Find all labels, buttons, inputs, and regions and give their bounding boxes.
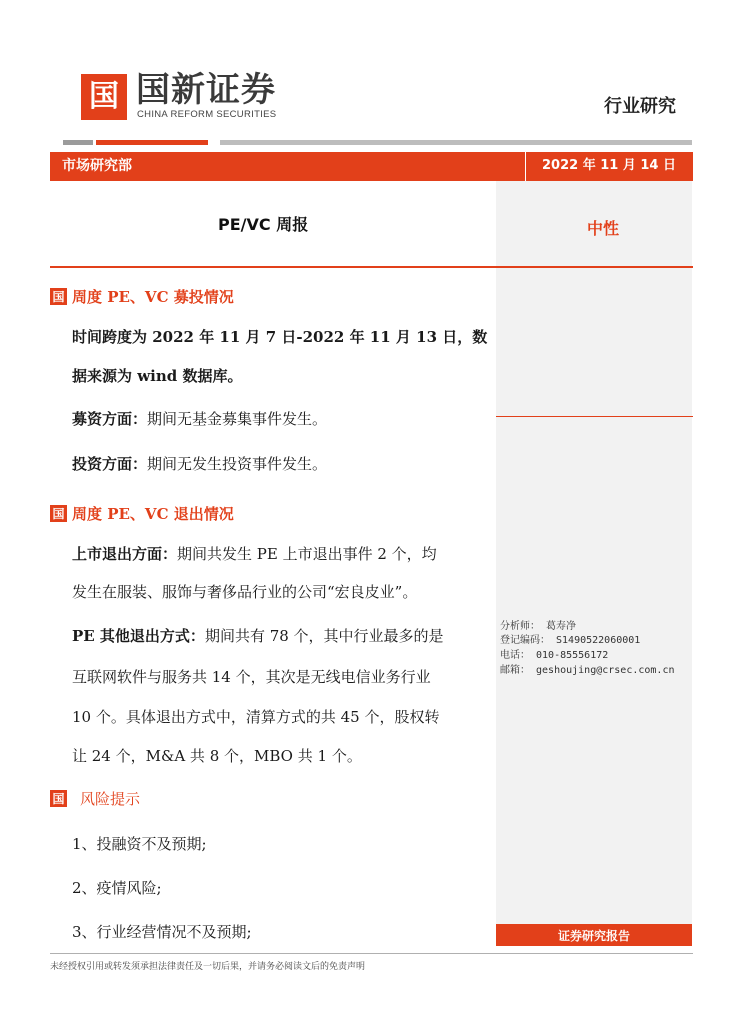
section-icon: 国 [50,288,67,305]
paragraph-label: 投资方面： [72,455,148,473]
paragraph-line: 让 24 个，M&A 共 8 个，MBO 共 1 个。 [72,747,362,765]
sidebar-rule [496,416,693,417]
footer-disclaimer: 未经授权引用或转发须承担法律责任及一切后果，并请务必阅读文后的免责声明 [50,962,366,972]
paragraph-line [72,544,437,564]
department-label: 市场研究部 [62,158,132,174]
paragraph-line: 发生在服装、服饰与奢侈品行业的公司“宏良皮业”。 [72,583,418,601]
divider-grey-right [220,140,692,145]
divider-red [96,140,208,145]
report-date: 2022 年 11 月 14 日 [542,158,676,173]
report-type-tag: 证券研究报告 [496,924,692,946]
logo-english-text: CHINA REFORM SECURITIES [137,109,277,120]
footer-rule [50,953,693,954]
sidebar-panel [496,181,692,926]
section-icon: 国 [50,505,67,522]
paragraph-label: 募资方面： [72,410,148,428]
divider-grey-left [63,140,93,145]
report-title: PE/VC 周报 [218,215,309,234]
list-item: 1、投融资不及预期; [72,835,207,853]
analyst-phone: 电话： 010-85556172 [500,650,609,661]
rating-label: 中性 [587,219,620,238]
logo-text: 国新证券 [136,70,276,110]
section-title: 周度 PE、VC 退出情况 [72,505,234,523]
paragraph-text: 期间无基金募集事件发生。 [147,410,328,428]
paragraph-line: 10 个。具体退出方式中，清算方式的共 45 个，股权转 [72,708,440,726]
paragraph-line: 据来源为 wind 数据库。 [72,367,243,385]
paragraph-line: 互联网软件与服务共 14 个，其次是无线电信业务行业 [72,668,431,686]
paragraph-line [72,626,444,646]
title-rule [50,266,693,268]
document-type: 行业研究 [604,96,676,117]
analyst-name: 分析师： 葛寿净 [500,621,577,632]
section-icon: 国 [50,790,67,807]
paragraph-label: 上市退出方面： [72,545,178,563]
section-title: 周度 PE、VC 募投情况 [72,288,234,306]
paragraph-line [72,409,327,429]
logo-icon: 国 [81,74,127,120]
analyst-registration: 登记编码： S1490522060001 [500,635,641,646]
list-item: 3、行业经营情况不及预期; [72,923,252,941]
analyst-email[interactable]: 邮箱： geshoujing@crsec.com.cn [500,665,675,676]
paragraph-text: 期间共有 78 个，其中行业最多的是 [204,627,444,645]
paragraph-text: 期间共发生 PE 上市退出事件 2 个，均 [177,545,437,563]
list-item: 2、疫情风险; [72,879,162,897]
paragraph-text: 期间无发生投资事件发生。 [147,455,328,473]
paragraph-line [72,454,327,474]
paragraph-label: PE 其他退出方式： [72,627,205,645]
paragraph-line: 时间跨度为 2022 年 11 月 7 日-2022 年 11 月 13 日，数 [72,328,488,346]
section-title: 风险提示 [80,790,141,808]
